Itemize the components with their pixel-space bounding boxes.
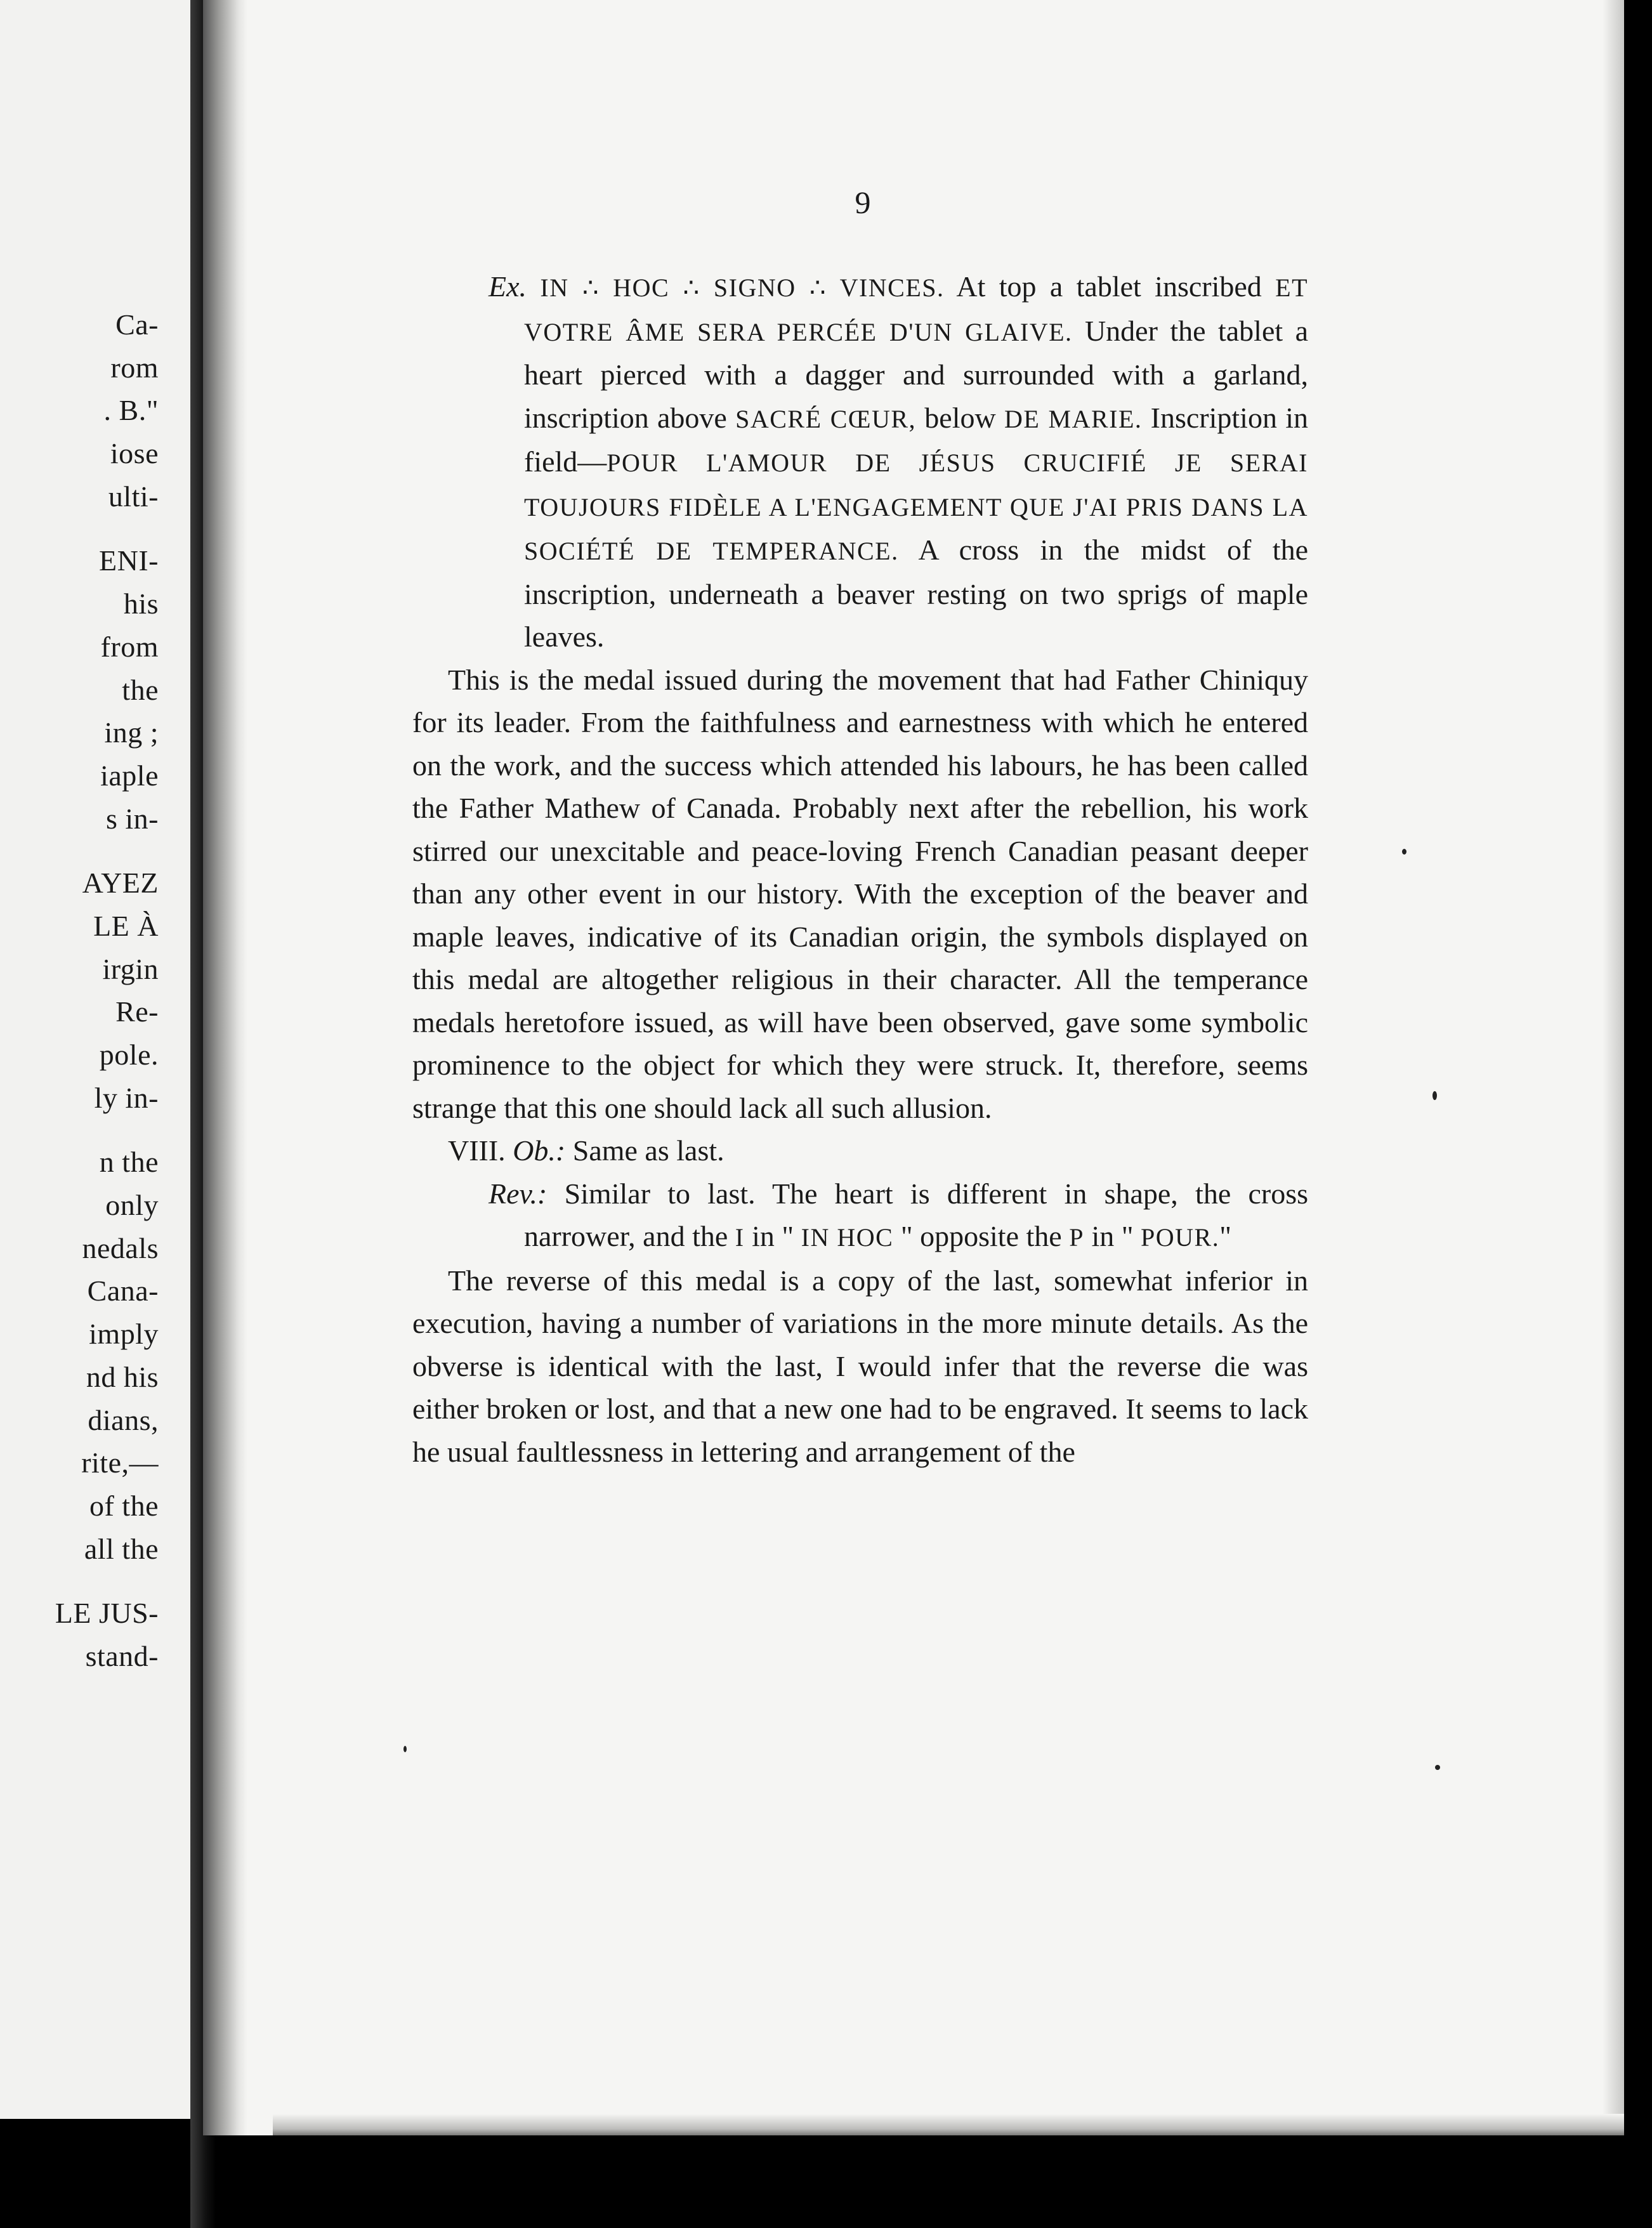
fragment-line: from: [100, 630, 159, 663]
fragment-line: his: [123, 587, 159, 620]
page-right-edge: [1603, 0, 1624, 2135]
paragraph-chiniquy: This is the medal issued during the movement that had Father Chiniquy for its leader. From the faithfulness and earnestness with which he entered on the work, and the success which attended his labours, he has been called the Father Mathew of Canada. Probably next after the rebellion, his work stirred our unexcitable and peace-loving French Canadian peasant deeper than any other event in our history. With the exception of the beaver and maple leaves, indicative of its Canadian origin, the symbols displayed on this medal are altogether religious in their character. All the temperance medals heretofore issued, as will have been observed, gave some symbolic prominence to the object for which they were struck. It, therefore, seems strange that this one should lack all such allusion.: [412, 663, 1308, 1124]
fragment-gap: [0, 1570, 159, 1592]
fragment-line: irgin: [102, 952, 159, 985]
fragment-line: pole.: [99, 1039, 159, 1071]
facing-page: [0, 0, 216, 2119]
fragment-line: . B.": [103, 394, 159, 427]
fragment-line: LE À: [93, 909, 159, 942]
page-number: 9: [855, 185, 871, 220]
fragment-gap: [0, 840, 159, 862]
medal-number: VIII.: [448, 1134, 506, 1167]
fragment-line: Ca-: [115, 308, 159, 341]
tablet-inscription: ET VOTRE ÂME SERA PERCÉE D'UN GLAIVE.: [524, 273, 1309, 346]
obverse-label: Ob.:: [513, 1134, 566, 1167]
fragment-line: the: [122, 673, 159, 706]
reverse-label: Rev.:: [488, 1177, 547, 1210]
exergue-text: A cross in the midst of the inscription, underneath a beaver resting on two sprigs of maple leaves.: [524, 534, 1308, 653]
exergue-text: below: [916, 401, 1004, 434]
reverse-inscription: POUR.: [1141, 1223, 1220, 1252]
fragment-line: ing ;: [104, 716, 159, 749]
scan-speck: [403, 1746, 407, 1752]
scan-speck: [1432, 1091, 1437, 1100]
fragment-line: imply: [89, 1318, 159, 1351]
reverse-text: in ": [1084, 1220, 1141, 1252]
exergue-label: Ex.: [488, 270, 527, 303]
fragment-line: nedals: [82, 1231, 159, 1264]
reverse-text: " opposite the: [893, 1220, 1070, 1252]
fragment-line: s in-: [106, 802, 159, 835]
inscription-above: SACRÉ CŒUR,: [735, 404, 917, 433]
spine-shadow: [203, 0, 247, 2135]
fragment-line: of the: [89, 1489, 159, 1522]
facing-page-text-fragments: [0, 303, 159, 1678]
fragment-line: n the: [99, 1146, 159, 1179]
medal-viii-obverse: [412, 1129, 1308, 1172]
fragment-line: dians,: [88, 1403, 159, 1436]
reverse-letter: I: [735, 1223, 745, 1252]
reverse-text: Similar to last. The heart is different in shape, the cross narrower, and the: [524, 1177, 1308, 1252]
inscription-below: DE MARIE.: [1004, 404, 1143, 433]
exergue-text: Inscription in field—: [524, 401, 1308, 478]
fragment-gap: [0, 1119, 159, 1141]
exergue-text: At top a tablet inscribed: [944, 270, 1276, 303]
exergue-text: Under the tablet a heart pierced with a dagger and surrounded with a garland, inscription above: [524, 314, 1308, 434]
page-bottom-edge: [273, 2114, 1624, 2135]
fragment-gap: [0, 518, 159, 539]
body-text: [412, 265, 1308, 1473]
reverse-letter: P: [1069, 1223, 1084, 1252]
fragment-line: Cana-: [87, 1275, 159, 1307]
exergue-description: [488, 265, 1308, 659]
fragment-line: stand-: [85, 1639, 159, 1672]
obverse-text: Same as last.: [565, 1134, 724, 1167]
fragment-line: AYEZ: [82, 867, 159, 900]
fragment-line: rom: [110, 351, 159, 384]
reverse-text: ": [1219, 1220, 1231, 1252]
fragment-line: ulti-: [108, 480, 159, 513]
reverse-inscription: IN HOC: [801, 1223, 894, 1252]
fragment-line: iose: [110, 437, 159, 470]
fragment-line: LE JUS-: [55, 1597, 159, 1630]
scan-speck: [1402, 849, 1406, 855]
fragment-line: all the: [84, 1532, 159, 1565]
scan-speck: [1435, 1765, 1440, 1770]
fragment-line: only: [105, 1189, 159, 1222]
reverse-text: in ": [744, 1220, 801, 1252]
field-inscription: POUR L'AMOUR DE JÉSUS CRUCIFIÉ JE SERAI TOUJOURS FIDÈLE A L'ENGAGEMENT QUE J'AI PRIS DANS LA SOCIÉTÉ DE TEMPERANCE.: [524, 449, 1308, 565]
fragment-line: Re-: [115, 995, 159, 1028]
exergue-inscription: IN ∴ HOC ∴ SIGNO ∴ VINCES.: [540, 273, 945, 302]
fragment-line: iaple: [100, 759, 159, 792]
fragment-line: rite,—: [81, 1446, 159, 1479]
paragraph-reverse-copy: The reverse of this medal is a copy of the last, somewhat inferior in execution, having a number of variations in the more minute details. As the obverse is identical with the last, I would infer that the reverse die was either broken or lost, and that a new one had to be engraved. It seems to lack he usual faultlessness in lettering and arrangement of the: [412, 1264, 1308, 1468]
fragment-line: nd his: [86, 1360, 159, 1393]
fragment-line: ENI-: [99, 544, 159, 577]
fragment-line: ly in-: [94, 1081, 159, 1114]
medal-viii-reverse: [488, 1172, 1308, 1259]
